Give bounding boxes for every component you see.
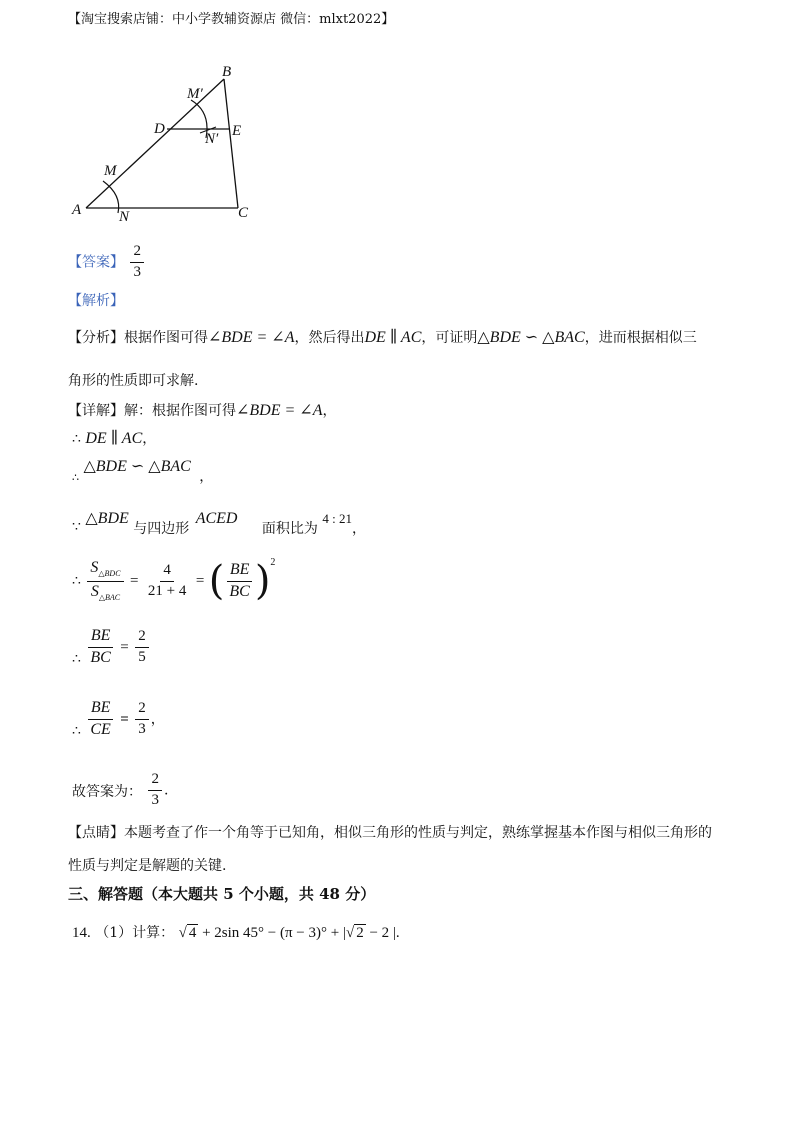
step-area-ratio (72, 508, 366, 537)
fraction-numerator: 2 (148, 772, 162, 791)
fraction-denominator: 5 (138, 648, 146, 665)
fenxi-line-1 (68, 327, 697, 347)
two-thirds-fraction (135, 701, 149, 738)
s-subscript-bac: △BAC (98, 592, 121, 602)
fraction-numerator: BE (227, 562, 253, 582)
therefore-symbol: ∴ (72, 471, 79, 484)
step-4-quad-name: ACED (195, 510, 238, 527)
be-bc-fraction (87, 628, 113, 667)
question-expression (179, 924, 400, 941)
dianjing-line-1 (68, 822, 712, 842)
fenxi-text-1: 根据作图可得 (124, 330, 208, 346)
step-4-ratio-value: 4 : 21 (322, 511, 352, 526)
side-ab (86, 79, 224, 208)
fraction-denominator: 21 + 4 (147, 582, 187, 599)
s-symbol: S (90, 582, 99, 600)
two-fifths-fraction (135, 629, 149, 666)
expression-end: − 2 |. (365, 925, 400, 941)
step-3-comma: ， (199, 469, 214, 485)
comma: ， (150, 711, 165, 728)
triangle-figure (60, 55, 280, 235)
step-4-comma: ， (352, 521, 366, 537)
fenxi-text-2: ，然后得出 (294, 330, 365, 346)
be-ce-fraction (87, 700, 113, 739)
fraction-denominator: 3 (151, 791, 159, 808)
equation-area-ratio (72, 557, 276, 605)
equals-sign: = (120, 711, 129, 728)
fenxi-text-4: ，进而根据相似三 (584, 330, 697, 346)
equals-sign: = (129, 573, 139, 590)
sqrt-symbol: √ (345, 925, 355, 941)
fraction-denominator: 3 (138, 720, 146, 737)
fraction-denominator: BC (229, 582, 250, 600)
fraction-numerator: 2 (135, 629, 149, 648)
radicand: 4 (188, 925, 197, 941)
right-paren: ) (254, 558, 271, 605)
fenxi-label: 【分析】 (68, 330, 124, 346)
therefore-symbol: ∴ (72, 573, 81, 590)
radicand: 2 (356, 925, 364, 941)
fraction-numerator: 2 (135, 701, 149, 720)
fraction-numerator: 4 (160, 563, 174, 582)
answer-fraction (130, 244, 144, 281)
xiangjie-text-1: 解：根据作图可得 (124, 403, 236, 419)
fenxi-line-2: 角形的性质即可求解. (68, 373, 199, 389)
label-c: C (238, 205, 249, 221)
final-answer-label: 故答案为： (72, 784, 142, 801)
answer-line (68, 244, 146, 281)
therefore-symbol: ∴ (72, 651, 81, 668)
sqrt-symbol: √ (178, 925, 187, 941)
final-answer-fraction (148, 772, 162, 809)
header-watermark: 【淘宝搜索店铺：中小学教辅资源店 微信：mlxt2022】 (68, 12, 395, 27)
question-part-label: （1）计算： (95, 925, 175, 941)
label-b: B (222, 64, 232, 80)
exponent: 2 (270, 557, 276, 569)
label-m: M (104, 163, 117, 179)
fraction-denominator: CE (90, 720, 111, 738)
numeric-fraction (145, 563, 189, 600)
equals-sign: = (120, 639, 129, 656)
therefore-symbol: ∴ (72, 431, 81, 447)
step-similar-triangles (72, 456, 214, 485)
answer-label: 【答案】 (68, 254, 124, 271)
fenxi-math-2: DE ∥ AC (364, 329, 422, 346)
step-4-text-quad: 与四边形 (133, 521, 190, 537)
s-subscript-bdc: △BDC (98, 569, 121, 579)
left-paren: ( (208, 558, 225, 605)
analysis-label: 【解析】 (68, 293, 124, 309)
answer-numerator: 2 (130, 244, 144, 263)
step-2-comma: ， (142, 431, 157, 447)
equation-be-bc (72, 628, 151, 667)
fraction-denominator: BC (90, 648, 111, 666)
expression-middle: + 2sin 45° − (π − 3)° + | (198, 925, 346, 941)
step-2-math: DE ∥ AC (85, 430, 143, 447)
final-answer-line (72, 772, 168, 809)
fraction-numerator: BE (88, 700, 114, 720)
fenxi-text-3: ，可证明 (421, 330, 478, 346)
area-fraction (87, 560, 123, 602)
dianjing-line-2: 性质与判定是解题的关键. (68, 858, 227, 874)
dianjing-label: 【点睛】 (68, 825, 124, 841)
section-heading: 三、解答题（本大题共 5 个小题，共 48 分） (68, 885, 376, 903)
fraction-numerator: BE (88, 628, 114, 648)
label-d: D (154, 121, 165, 137)
label-n-prime: N′ (205, 131, 219, 147)
because-symbol: ∵ (72, 519, 81, 535)
question-number: 14. (72, 925, 91, 941)
xiangjie-comma-1: ， (322, 403, 337, 419)
label-e: E (232, 123, 242, 139)
side-bc (224, 79, 238, 208)
step-3-math: △BDE ∽ △BAC (83, 458, 191, 475)
xiangjie-line-1 (68, 400, 336, 420)
fenxi-math-1: ∠BDE = ∠A (208, 329, 295, 346)
label-a: A (72, 202, 82, 218)
label-n: N (119, 209, 130, 225)
period: . (163, 782, 169, 799)
therefore-symbol: ∴ (72, 723, 81, 740)
step-4-triangle: △BDE (85, 510, 129, 527)
s-symbol: S (90, 559, 99, 576)
step-de-parallel-ac (72, 428, 156, 448)
dianjing-text-1: 本题考查了作一个角等于已知角，相似三角形的性质与判定，熟练掌握基本作图与相似三角形的 (124, 825, 712, 841)
equals-sign: = (195, 573, 205, 590)
answer-denominator: 3 (133, 263, 141, 280)
xiangjie-math-1: ∠BDE = ∠A (236, 402, 323, 419)
be-bc-fraction (226, 562, 252, 601)
fenxi-math-3: △BDE ∽ △BAC (477, 329, 585, 346)
step-4-text-ratio: 面积比为 (261, 521, 318, 537)
xiangjie-label: 【详解】 (68, 403, 124, 419)
question-14 (72, 922, 400, 942)
equation-be-ce (72, 700, 165, 739)
label-m-prime: M′ (187, 86, 203, 102)
